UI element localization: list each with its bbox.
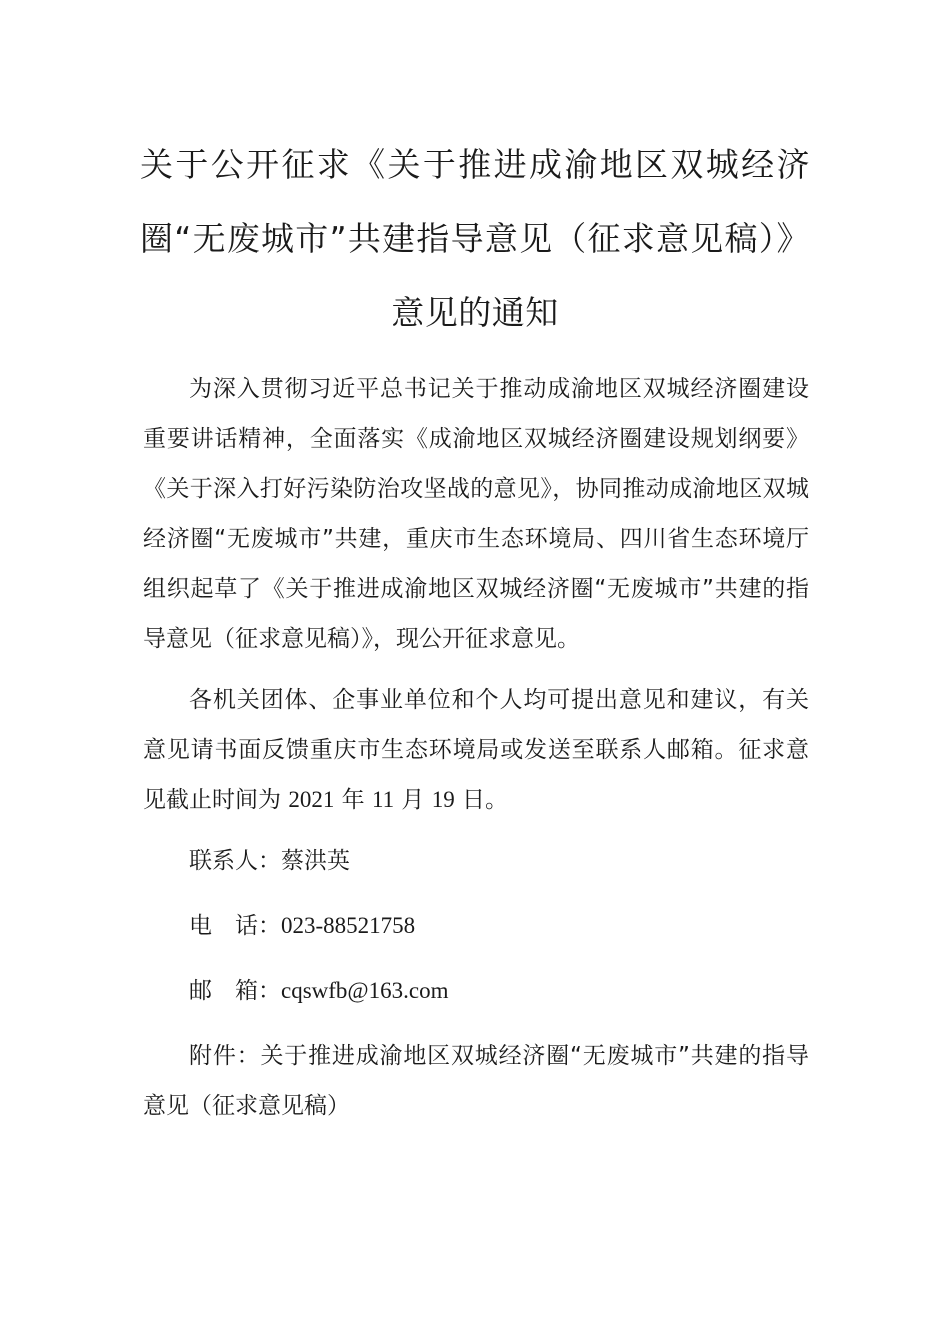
contact-person (143, 836, 809, 886)
deadline-month: 11 (371, 787, 395, 812)
day-label: 日。 (454, 787, 509, 813)
intro-paragraph: 为深入贯彻习近平总书记关于推动成渝地区双城经济圈建设重要讲话精神，全面落实《成渝地区双城经济圈建设规划纲要》《关于深入打好污染防治攻坚战的意见》，协同推动成渝地区双城经济圈“无废城市”共建，重庆市生态环境局、四川省生态环境厅组织起草了《关于推进成渝地区双城经济圈“无废城市”共建的指导意见（征求意见稿）》，现公开征求意见。 (143, 376, 809, 652)
contact-person-label: 联系人： (189, 848, 281, 874)
attachment-label: 附件： (189, 1043, 261, 1069)
attachment-paragraph (143, 1031, 809, 1131)
month-label: 月 (394, 787, 432, 813)
feedback-text: 各机关团体、企事业单位和个人均可提出意见和建议，有关意见请书面反馈重庆市生态环境局或发送至联系人邮箱。征求意见截止时间为 (143, 687, 809, 813)
document-title: 关于公开征求《关于推进成渝地区双城经济圈“无废城市”共建指导意见（征求意见稿）》意见的通知 (140, 145, 810, 332)
contact-email (143, 966, 809, 1016)
contact-phone-value: 023-88521758 (281, 913, 416, 938)
contact-email-label: 邮 箱： (189, 978, 281, 1004)
contact-person-name: 蔡洪英 (281, 848, 350, 874)
year-label: 年 (334, 787, 372, 813)
attachment-text: 关于推进成渝地区双城经济圈“无废城市”共建的指导意见（征求意见稿） (143, 1043, 809, 1119)
document-body (143, 364, 809, 1131)
contact-phone (143, 901, 809, 951)
contact-email-value: cqswfb@163.com (281, 978, 449, 1003)
deadline-year: 2021 (288, 787, 335, 812)
deadline-day: 19 (431, 787, 455, 812)
feedback-paragraph (143, 675, 809, 825)
contact-phone-label: 电 话： (189, 913, 281, 939)
